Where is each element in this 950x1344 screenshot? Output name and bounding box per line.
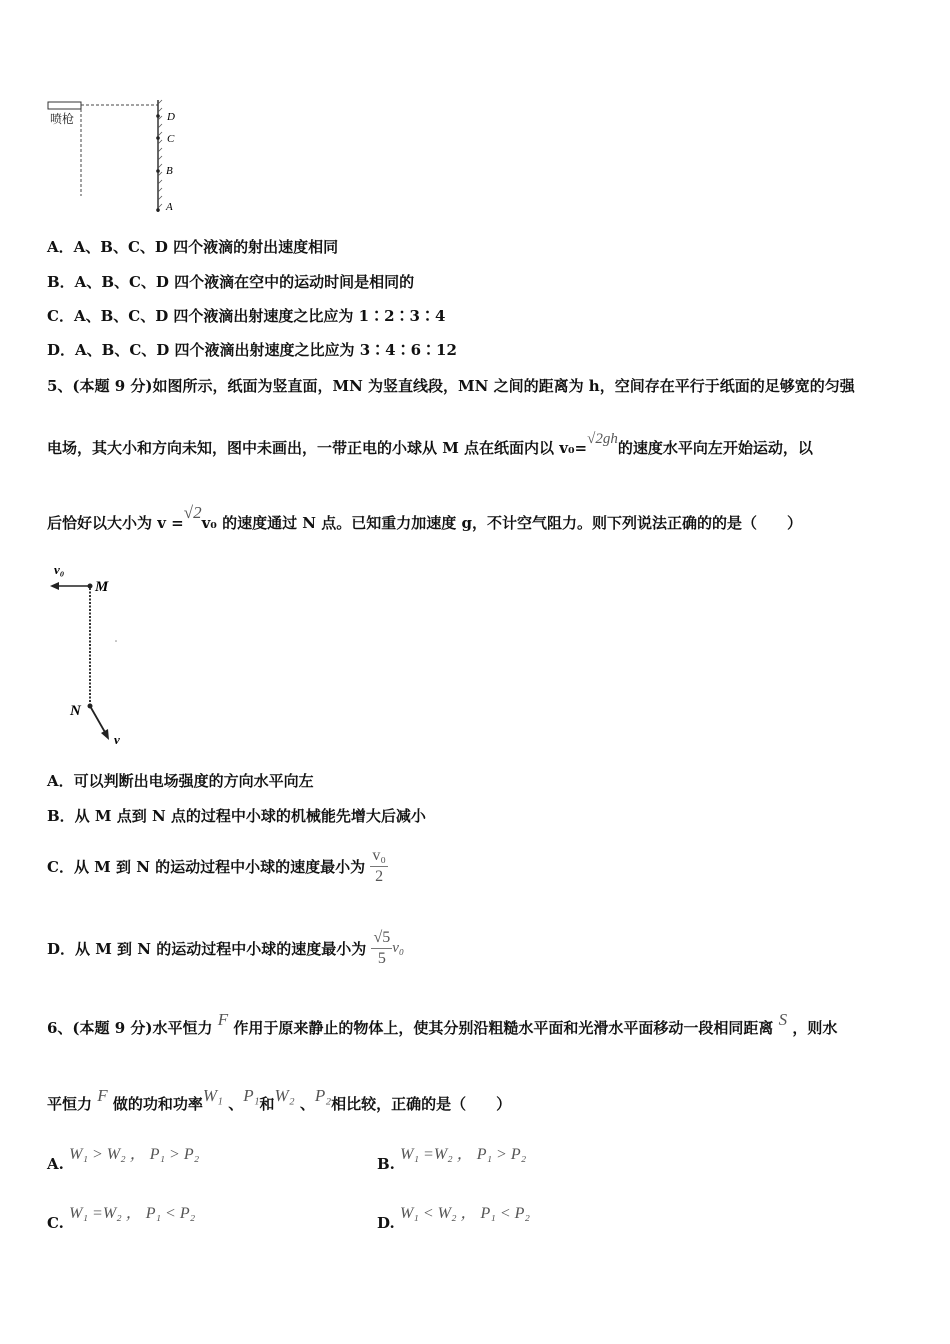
frac-numerator: v₀ [370,846,388,867]
q6-sep1: 、 [228,1095,244,1113]
point-D: D [167,111,175,123]
q5-stem-line1: 5、(本题 9 分)如图所示，纸面为竖直面，MN 为竖直线段，MN 之间的距离为 h，空间存在平行于纸面的足够宽的匀强 [47,377,855,395]
q5-option-d-fraction [371,928,392,969]
q6-option-d-math: W₁ < W₂ ， P₁ < P₂ [399,1205,530,1222]
q5-option-d-v0: v₀ [392,940,405,956]
q6-stem-line2-mid: 做的功和功率 [112,1095,203,1113]
q5-option-b: B．从 M 点到 N 点的过程中小球的机械能先增大后减小 [47,807,426,825]
point-N: N [70,703,81,719]
q6-option-a [47,1146,200,1174]
point-A: A [166,201,173,213]
q6-distance-S: S [778,1010,788,1029]
q6-option-c-label: C. [47,1214,64,1232]
q5-stem-line2-text: 电场，其大小和方向未知，图中未画出，一带正电的小球从 M 点在纸面内以 v₀= [47,439,588,457]
q6-and: 和 [259,1095,275,1113]
q6-W1: W₁ [202,1086,223,1105]
v0-label: v₀ [54,562,65,577]
q5-option-a: A．可以判断出电场强度的方向水平向左 [47,772,314,790]
q6-stem-line2 [47,1086,512,1114]
spray-gun-label: 喷枪 [50,112,75,126]
spray-gun-figure [46,98,186,218]
point-C: C [167,133,175,145]
q4-option-c: C．A、B、C、D 四个液滴出射速度之比应为 1∶2∶3∶4 [47,307,446,325]
q6-stem-line1-text: 6、(本题 9 分)水平恒力 [47,1019,213,1037]
q6-stem-line1-tail: ，则水 [792,1019,838,1037]
q6-stem-line2-tail: 相比较，正确的是（ ） [331,1095,512,1113]
q6-option-b-label: B. [377,1155,395,1173]
v-label: v [114,732,120,747]
frac-denominator: 2 [375,868,384,885]
frac-denominator: 5 [377,950,386,967]
q5-option-d [47,928,404,969]
q6-option-c-math: W₁ =W₂ ， P₁ < P₂ [69,1205,196,1222]
q6-W2: W₂ [274,1086,295,1105]
q5-stem-line2 [47,431,813,458]
q6-option-c [47,1205,196,1233]
q4-option-b: B．A、B、C、D 四个液滴在空中的运动时间是相同的 [47,273,415,291]
q6-force-F2: F [97,1086,108,1105]
q6-stem-line2-text: 平恒力 [47,1095,93,1113]
q6-option-a-math: W₁ > W₂ ， P₁ > P₂ [69,1146,200,1163]
q6-option-a-label: A. [47,1155,64,1173]
frac-numerator: √5 [371,928,392,949]
q6-P2: P₂ [314,1086,332,1105]
spray-gun [48,102,81,109]
q5-option-c-text: C．从 M 到 N 的运动过程中小球的速度最小为 [47,858,366,876]
q5-sqrt2: √2 [183,503,202,522]
q5-option-c-fraction [370,846,388,887]
q5-v0-formula: √2gh [587,431,618,447]
q6-option-d [377,1205,530,1233]
q5-stem-line3-text: 后恰好以大小为 v = [47,514,184,532]
point-B: B [166,165,173,177]
mn-figure [48,558,138,750]
q5-option-c [47,846,388,887]
q4-option-d: D．A、B、C、D 四个液滴出射速度之比应为 3∶4∶6∶12 [47,341,457,359]
q6-P1: P₁ [243,1086,260,1105]
q6-sep2: 、 [299,1095,315,1113]
q5-stem-line3 [47,503,802,533]
q6-option-b [377,1146,527,1174]
q4-option-a: A．A、B、C、D 四个液滴的射出速度相同 [47,238,339,256]
q6-stem-line1 [47,1010,838,1038]
q6-option-b-math: W₁ =W₂ ， P₁ > P₂ [400,1146,527,1163]
q5-option-d-text: D．从 M 到 N 的运动过程中小球的速度最小为 [47,940,367,958]
q5-stem-line2-tail: 的速度水平向左开始运动，以 [617,439,813,457]
point-M: M [95,579,109,595]
q6-force-F: F [217,1010,229,1029]
q5-stem-line3-tail: v₀ 的速度通过 N 点。已知重力加速度 g，不计空气阻力。则下列说法正确的的是（ ） [201,514,802,532]
q6-stem-line1-mid: 作用于原来静止的物体上，使其分别沿粗糙水平面和光滑水平面移动一段相同距离 [233,1019,774,1037]
q6-option-d-label: D. [377,1214,395,1232]
